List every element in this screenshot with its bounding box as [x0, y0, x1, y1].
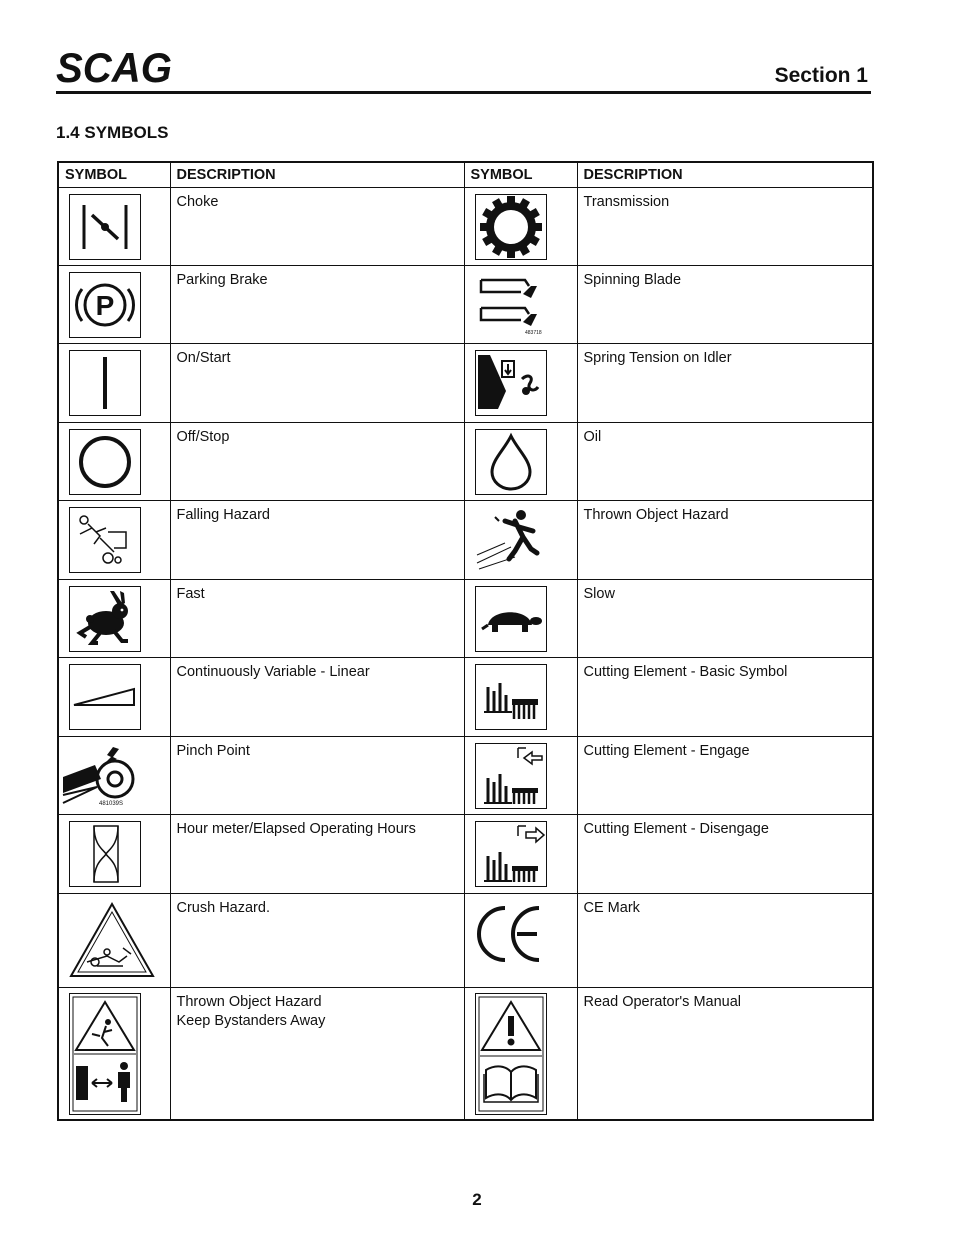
read-manual-icon	[475, 993, 547, 1115]
symbol-description: Cutting Element - Basic Symbol	[577, 658, 873, 737]
symbols-heading: 1.4 SYMBOLS	[56, 123, 169, 142]
symbol-cell	[464, 580, 577, 658]
page-number: 2	[472, 1190, 482, 1209]
symbol-cell	[58, 266, 170, 344]
cutting-disengage-icon	[475, 821, 547, 887]
table-row	[58, 501, 873, 580]
column-header: DESCRIPTION	[577, 162, 873, 188]
symbol-description: Transmission	[577, 188, 873, 266]
parking-brake-icon	[69, 272, 141, 338]
symbol-description: Hour meter/Elapsed Operating Hours	[170, 815, 464, 894]
symbol-cell	[464, 988, 577, 1120]
symbol-description: Read Operator's Manual	[577, 988, 873, 1120]
scag-logo	[56, 46, 176, 86]
svg-text:SCAG: SCAG	[56, 46, 172, 86]
header-rule	[56, 91, 871, 94]
icon-code: 481039S	[99, 801, 124, 807]
cutting-engage-icon	[475, 743, 547, 809]
table-row	[58, 580, 873, 658]
symbol-description: Spring Tension on Idler	[577, 344, 873, 423]
symbol-description: Falling Hazard	[170, 501, 464, 580]
choke-icon	[69, 194, 141, 260]
cutting-element-icon	[475, 664, 547, 730]
table-row	[58, 894, 873, 988]
falling-hazard-icon	[69, 507, 141, 573]
table-row	[58, 737, 873, 815]
symbol-cell	[464, 423, 577, 501]
symbol-description	[170, 988, 464, 1120]
symbol-cell	[464, 266, 577, 344]
keep-away-icon	[69, 993, 141, 1115]
symbol-description: Spinning Blade	[577, 266, 873, 344]
table-header-row	[58, 162, 873, 188]
symbol-description: Fast	[170, 580, 464, 658]
icon-code: 483718	[524, 330, 542, 336]
symbol-description: Cutting Element - Disengage	[577, 815, 873, 894]
symbol-cell	[464, 815, 577, 894]
spinning-blade-icon	[475, 272, 545, 336]
oil-drop-icon	[475, 429, 547, 495]
symbol-description: Continuously Variable - Linear	[170, 658, 464, 737]
transmission-gear-icon	[475, 194, 547, 260]
symbol-description: Oil	[577, 423, 873, 501]
symbol-cell	[464, 501, 577, 580]
table-row	[58, 266, 873, 344]
column-header: SYMBOL	[58, 162, 170, 188]
section-title: Section 1	[774, 64, 868, 87]
crush-hazard-icon	[67, 900, 157, 980]
thrown-object-icon	[475, 507, 545, 571]
symbol-cell	[58, 344, 170, 423]
description-line: Keep Bystanders Away	[176, 1013, 326, 1029]
spring-tension-icon	[475, 350, 547, 416]
table-row	[58, 815, 873, 894]
linear-wedge-icon	[69, 664, 141, 730]
symbol-description: Off/Stop	[170, 423, 464, 501]
symbol-cell	[58, 658, 170, 737]
symbol-description: Slow	[577, 580, 873, 658]
symbol-description: Crush Hazard.	[170, 894, 464, 988]
symbol-cell	[58, 737, 170, 815]
rabbit-fast-icon	[69, 586, 141, 652]
symbols-table	[57, 161, 874, 1121]
column-header: DESCRIPTION	[170, 162, 464, 188]
table-row	[58, 344, 873, 423]
symbol-cell	[58, 894, 170, 988]
symbol-description: CE Mark	[577, 894, 873, 988]
ce-mark-icon	[475, 900, 545, 964]
symbol-cell	[464, 894, 577, 988]
symbol-cell	[58, 580, 170, 658]
symbol-description: Thrown Object Hazard	[577, 501, 873, 580]
column-header: SYMBOL	[464, 162, 577, 188]
pinch-point-icon	[61, 743, 143, 807]
table-row	[58, 658, 873, 737]
symbol-cell	[464, 344, 577, 423]
table-row	[58, 188, 873, 266]
description-line: Thrown Object Hazard	[176, 994, 322, 1010]
table-row	[58, 988, 873, 1120]
symbol-cell	[58, 501, 170, 580]
symbol-cell	[464, 737, 577, 815]
symbol-cell	[58, 423, 170, 501]
turtle-slow-icon	[475, 586, 547, 652]
symbol-description: Parking Brake	[170, 266, 464, 344]
symbol-cell	[464, 188, 577, 266]
off-stop-icon	[69, 429, 141, 495]
svg-text:P: P	[95, 290, 115, 321]
symbol-description: On/Start	[170, 344, 464, 423]
symbol-cell	[58, 188, 170, 266]
symbol-description: Cutting Element - Engage	[577, 737, 873, 815]
symbol-description: Choke	[170, 188, 464, 266]
on-start-icon	[69, 350, 141, 416]
symbol-cell	[58, 815, 170, 894]
table-row	[58, 423, 873, 501]
symbol-cell	[58, 988, 170, 1120]
symbol-description: Pinch Point	[170, 737, 464, 815]
symbol-cell	[464, 658, 577, 737]
hourglass-icon	[69, 821, 141, 887]
